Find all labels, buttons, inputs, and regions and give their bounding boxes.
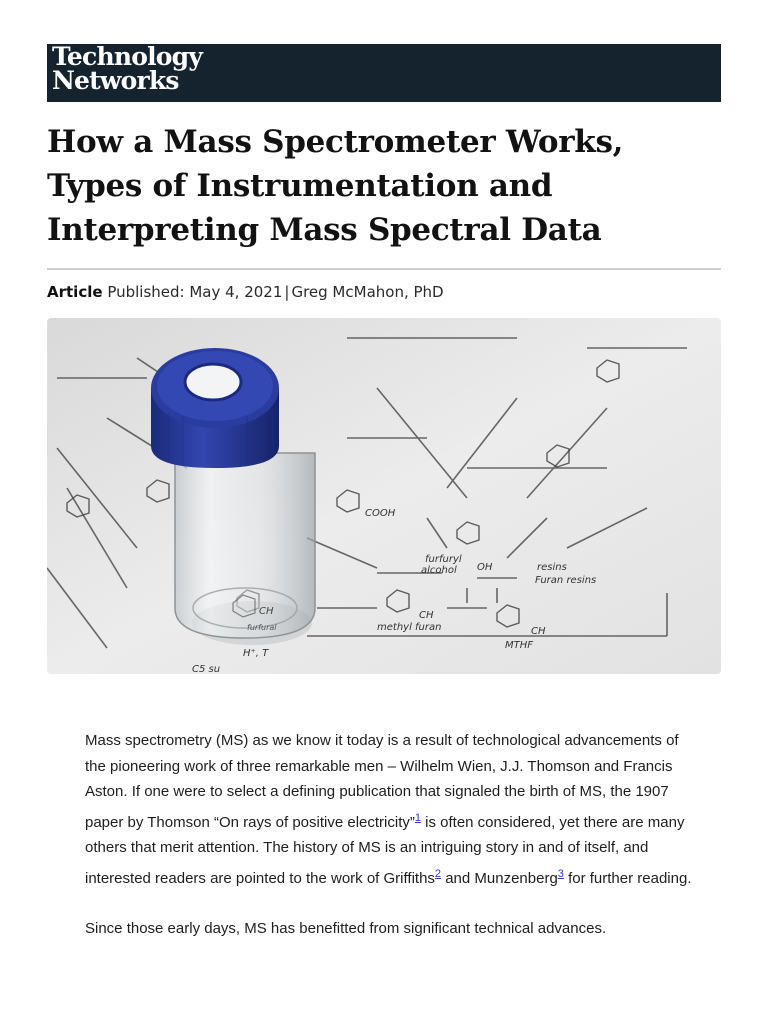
article-body [85, 728, 697, 967]
reference-link-3[interactable]: 3 [557, 867, 564, 880]
hero-label-furfuryl: furfuryl [425, 554, 462, 565]
published-date: Published: May 4, 2021 [107, 283, 283, 301]
hero-label-h-t: H⁺, T [243, 648, 269, 659]
hero-image [47, 318, 721, 674]
body-paragraph-1: Mass spectrometry (MS) as we know it today is a result of technological advancements of the pioneering work of three remarkable men – Wilhelm Wien, J.J. Thomson and Francis Aston. If one were to select a defining publication that signaled the birth of MS, the 1907 paper by Thomson “On rays of positive electricity”$^1$ is often considered, yet there are many others that merit attention. The history of MS is an intriguing story in and of itself, and interested readers are pointed to the work of Griffiths$^2$ and Munzenberg$^3$ for further reading. [85, 732, 692, 887]
logo-line-2: Networks [52, 66, 179, 95]
article-meta [47, 282, 444, 302]
article-type-label: Article [47, 283, 103, 301]
hero-label-cooh: COOH [365, 508, 396, 519]
hero-label-furfural: furfural [247, 623, 277, 632]
hero-label-ch3-a: CH [419, 610, 434, 621]
technology-networks-logo[interactable] [52, 42, 203, 95]
hero-label-oh: OH [477, 562, 493, 573]
body-paragraph-2: Since those early days, MS has benefitted from significant technical advances. [85, 920, 607, 937]
hero-label-ch3-b: CH [531, 626, 546, 637]
hero-label-mthf: MTHF [505, 640, 534, 651]
hero-label-cs: C5 su [192, 664, 221, 674]
hero-label-alcohol: alcohol [421, 565, 457, 576]
hero-label-methyl-furan: methyl furan [377, 622, 442, 633]
meta-separator: | [284, 283, 290, 301]
reference-link-1[interactable]: 1 [414, 811, 421, 824]
hero-label-furan-resins: Furan resins [535, 575, 597, 586]
logo-line-1: Technology [52, 42, 203, 71]
title-divider [47, 268, 721, 270]
reference-link-2[interactable]: 2 [434, 867, 442, 880]
author-link[interactable]: Greg McMahon, PhD [291, 283, 444, 301]
hero-label-resins: resins [537, 562, 567, 573]
hero-label-ch3-vial: CH [259, 606, 274, 617]
article-title: How a Mass Spectrometer Works, Types of Instrumentation and Interpreting Mass Spectral Data [47, 124, 624, 248]
vial-on-chemical-diagram-icon [47, 318, 721, 674]
site-header [47, 44, 721, 102]
